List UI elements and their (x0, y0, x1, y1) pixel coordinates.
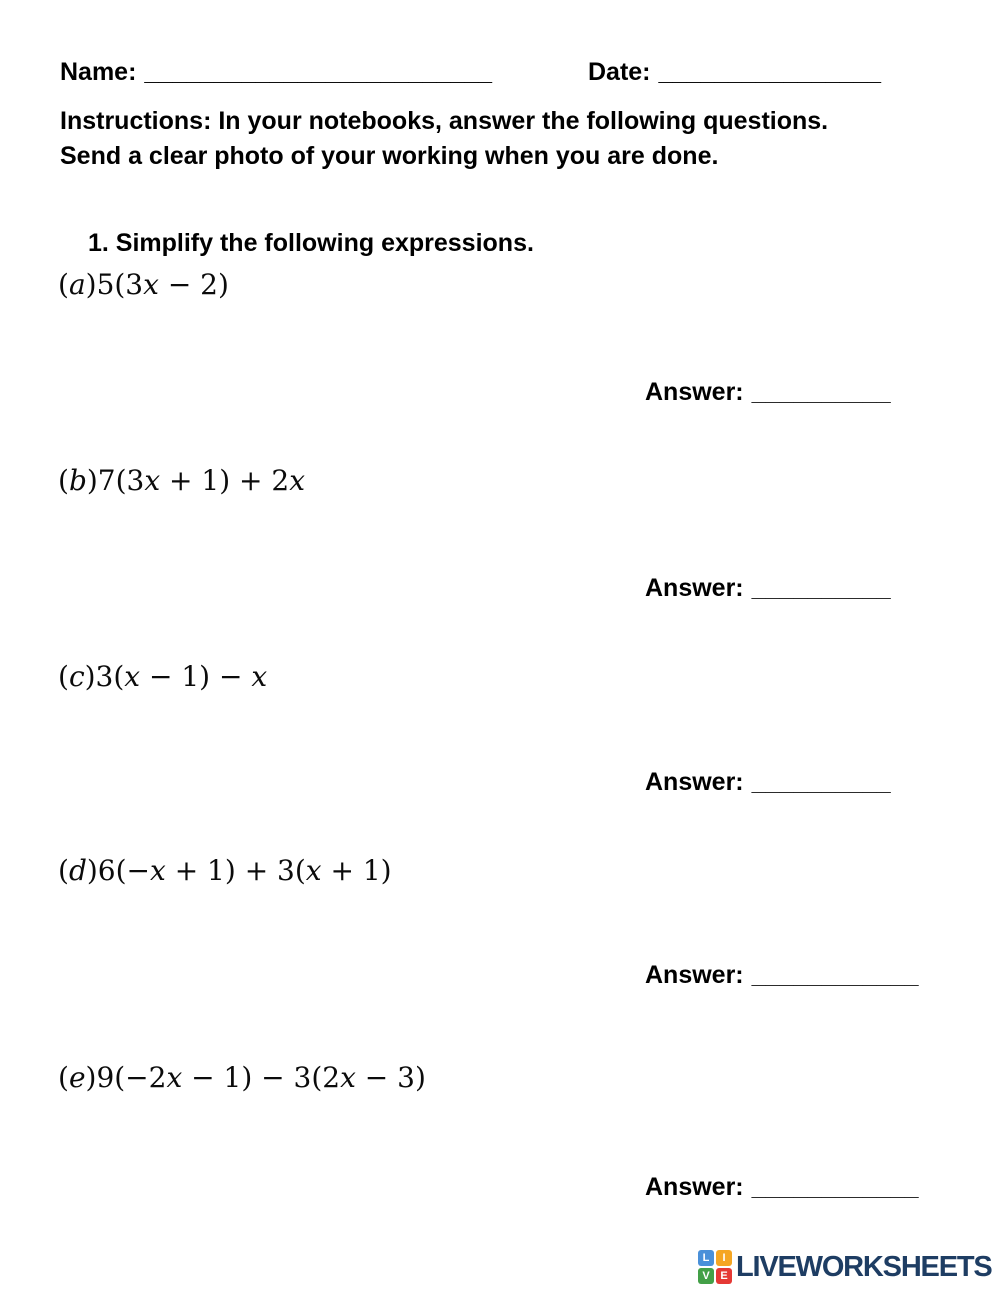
logo-tile-v: V (698, 1268, 714, 1284)
answer-blank-a[interactable]: __________ (751, 378, 891, 406)
answer-blank-e[interactable]: ____________ (751, 1173, 919, 1201)
name-field (60, 58, 492, 87)
answer-row-d (645, 961, 919, 990)
instructions-line-2: Send a clear photo of your working when you are done. (60, 142, 719, 170)
answer-label: Answer: (645, 961, 744, 989)
instructions (60, 104, 960, 174)
expression-c: (c)3(x − 1) − x (58, 660, 268, 693)
answer-label: Answer: (645, 574, 744, 602)
liveworksheets-logo-text: LIVEWORKSHEETS (736, 1250, 992, 1283)
answer-row-e (645, 1173, 919, 1202)
logo-tile-i: I (716, 1250, 732, 1266)
answer-blank-b[interactable]: __________ (751, 574, 891, 602)
answer-blank-d[interactable]: ____________ (751, 961, 919, 989)
liveworksheets-logo[interactable] (698, 1250, 992, 1284)
date-field (588, 58, 881, 87)
name-label: Name: (60, 58, 137, 86)
logo-tile-l: L (698, 1250, 714, 1266)
name-blank[interactable]: _________________________ (144, 58, 493, 86)
date-label: Date: (588, 58, 651, 86)
expression-e: (e)9(−2x − 1) − 3(2x − 3) (58, 1061, 426, 1094)
answer-label: Answer: (645, 378, 744, 406)
answer-row-a (645, 378, 891, 407)
answer-blank-c[interactable]: __________ (751, 768, 891, 796)
liveworksheets-logo-icon (698, 1250, 732, 1284)
answer-row-b (645, 574, 891, 603)
section-title: 1. Simplify the following expressions. (88, 229, 534, 257)
expression-b: (b)7(3x + 1) + 2x (58, 464, 306, 497)
answer-label: Answer: (645, 768, 744, 796)
date-blank[interactable]: ________________ (658, 58, 881, 86)
instructions-line-1: Instructions: In your notebooks, answer the following questions. (60, 107, 829, 135)
expression-a: (a)5(3x − 2) (58, 268, 229, 301)
expression-d: (d)6(−x + 1) + 3(x + 1) (58, 854, 392, 887)
logo-tile-e: E (716, 1268, 732, 1284)
answer-label: Answer: (645, 1173, 744, 1201)
answer-row-c (645, 768, 891, 797)
